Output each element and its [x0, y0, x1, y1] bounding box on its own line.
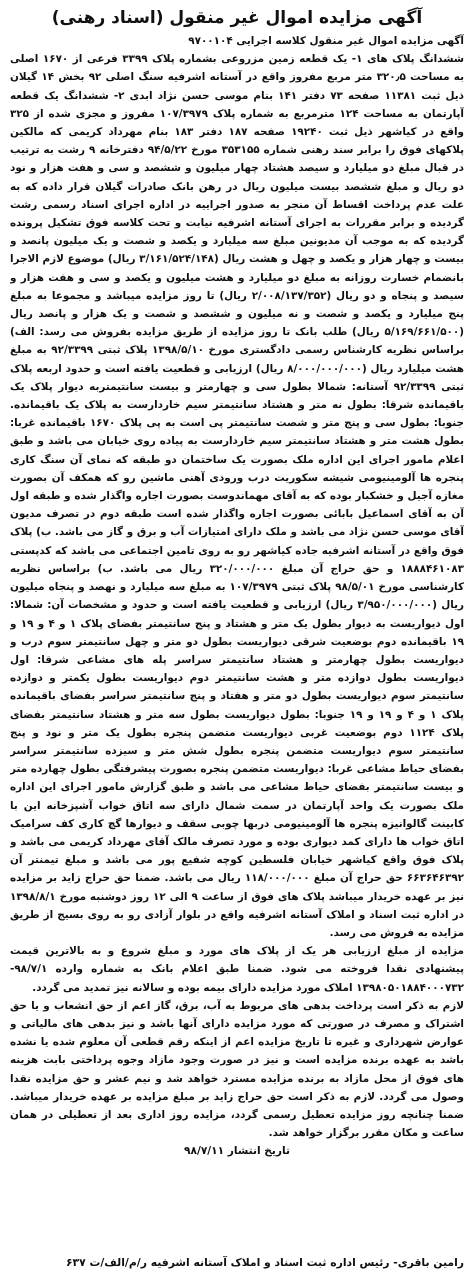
signature-line: رامین باقری- رئیس اداره ثبت اسناد و املاک آستانه اشرفیه ر/م/الف/ت ۶۳۷	[65, 1256, 464, 1269]
notice-body	[10, 32, 464, 1252]
notice-subtitle: آگهی مزایده اموال غیر منقول کلاسه اجرایی ۹۷۰۰۱۰۴	[188, 35, 464, 47]
notice-paragraph-1: ششدانگ پلاک های ۱- یک قطعه زمین مزروعی بشماره پلاک ۳۳۹۹ فرعی از ۱۶۷۰ اصلی به مساحت ۳۲۰٫۵ متر مربع مفروز واقع در آستانه اشرفیه سنگ اصلی ۹۲ بخش ۱۴ گیلان ذیل ثبت ۱۱۳۸۱ صفحه ۷۳ دفتر ۱۴۱ بنام موسی حسن نژاد ابدی ۲- ششدانگ یک قطعه آپارتمان به مساحت ۱۲۴ مترمربع به شماره پلاک ۱۰۷/۳۹۷۹ مفروز و مجزی شده از ۳۲۵ واقع در کیاشهر ذیل ثبت ۱۹۲۴۰ صفحه ۱۸۷ دفتر ۱۸۳ بنام مهرداد کریمی که مالکین پلاکهای فوق را برابر سند رهنی شماره ۳۵۳۱۵۵ مورخ ۹۴/۵/۲۲ دفترخانه ۹ رشت به ترتیب در قبال مبلغ دو میلیارد و سیصد هشتاد چهار میلیون و ششصد و سی و هفت هزار و نود دو ریال و مبلغ ششصد بیست میلیون ریال در رهن بانک صادرات گیلان قرار داده که به علت عدم پرداخت اقساط آن منجر به صدور اجراییه در اداره اجرای اسناد رسمی رشت گردیده و برابر مقررات به اجرای آستانه اشرفیه نیابت و تحت کلاسه فوق تشکیل پرونده گردیده که به موجب آن مدیونین مبلغ سه میلیارد و یکصد و شصت و یک میلیون پانصد و بیست و چهار هزار و یکصد و چهل و هشت ریال (۳/۱۶۱/۵۲۴/۱۴۸ ریال) موضوع لازم الاجرا بانضمام خسارت روزانه به مبلغ دو میلیارد و هشت میلیون و یکصد و سی و هفت هزار و سیصد و پنجاه و دو ریال (۲/۰۰۸/۱۳۷/۳۵۲ ریال) تا روز مزایده میباشد و مجموعا به مبلغ پنج میلیارد و یکصد و شصت و نه میلیون و ششصد و شصت و یک هزار و پانصد ریال (۵/۱۶۹/۶۶۱/۵۰۰ ریال) طلب بانک تا روز مزایده از طریق مزایده بفروش می رسد: الف) براساس نظریه کارشناس رسمی دادگستری مورخ ۱۳۹۸/۵/۱۰ پلاک ثبتی ۹۲/۳۳۹۹ به مبلغ هشت میلیارد ریال (۸/۰۰۰/۰۰۰/۰۰۰ ریال) ارزیابی و قطعیت یافته است و حدود اربعه پلاک ثبتی ۹۲/۳۳۹۹ آستانه: شمالا بطول سی و چهارمتر و بیست سانتیمتربه دیوار پلاک یک باقیمانده شرقا: بطول نه متر و هشتاد سانتیمتر سیم خاردارست به پلاک یک باقیمانده. جنوبا: بطول سی و پنج متر و شصت سانتیمتر پی است به پی پلاک ۱۶۷۰ باقیمانده غربا: بطول هشت متر و هشتاد سانتیمتر سیم خاردارست به پیاده روی خیابان می باشد و طبق اعلام مامور اجرای این اداره ملک بصورت یک ساختمان دو طبقه که نمای آن سنگ کاری پنجره ها آلومینیومی شیشه سکوریت درب ورودی آهنی ماشین رو که همکف آن بصورت مغازه آجیل و خشکبار بوده که به آقای مهماندوست بصورت اجاره واگذار شده و طبقه اول آن به آقای اسماعیل بابائی بصورت اجاره واگذار شده است طبقه دوم در تصرف مدیون آقای موسی حسن نژاد می باشد و ملک دارای امتیازات آب و برق و گاز می باشد. ب) پلاک فوق واقع در آستانه اشرفیه جاده کیاشهر رو به روی تامین اجتماعی می باشد که کدپستی ۱۸۸۸۴۶۱۰۸۳ و حق حراج آن مبلغ ۳۲۰/۰۰۰/۰۰۰ ریال می باشد. ب) براساس نظریه کارشناسی مورخ ۹۸/۵/۰۱ پلاک ثبتی ۱۰۷/۳۹۷۹ به مبلغ سه میلیارد و نهصد و پنجاه میلیون ریال (۳/۹۵۰/۰۰۰/۰۰۰ ریال) ارزیابی و قطعیت یافته است و حدود و مشخصات آن: شمالا: اول دیواریست به دیوار بطول یک متر و هشتاد و پنج سانتیمتر بفضای پلاک ۱ و ۴ و ۱۹ و ۱۹ باقیمانده دوم بوضعیت شرقی دیواریست بطول دو متر و چهل سانتیمتر سوم درب و دیواریست بطول چهارمتر و هشتاد سانتیمتر سراسر پله های مشاعی شرقا: اول دیواریست بطول دوازده متر و هشت سانتیمتر دوم دیواریست بطول یکمتر و دوازده سانتیمتر سوم دیواریست بطول دو متر و هفتاد و پنج سانتیمتر سراسر بفضای باقیمانده پلاک ۱ و ۴ و ۱۹ و ۱۹ جنوبا: بطول دیواریست بطول سه متر و هشتاد سانتیمتر بفضای پلاک ۱۱۲۴ دوم بوضعیت غربی دیواریست متضمن پنجره بطول یک متر و نود و پنج سانتیمتر سوم دیواریست متضمن پنجره بطول شش متر و سیزده سانتیمتر سراسر بفضای حیاط مشاعی غربا: دیواریست متضمن پنجره بصورت پیشرفتگی بطول چهارده متر و بیست سانتیمتر بفضای حیاط مشاعی می باشد و طبق گزارش مامور اجرای این اداره ملک بصورت یک واحد آپارتمان در سمت شمال دارای سه اتاق خواب آشپزخانه این با کابینت گالوانیزه پنجره ها آلومینیومی دربها چوبی سقف و دیوارها گچ کاری کف سرامیک اتاق خواب ها دارای کمد دیواری بوده و مورد تصرف مالک آقای مهرداد کریمی می باشد و پلاک فوق واقع کیاشهر خیابان فلسطین کوچه شفیع پور می باشد و مبلغ تیمنتر آن ۶۶۳۶۴۶۳۹۲ حق حراج آن مبلغ ۱۱۸/۰۰۰/۰۰۰ ریال می باشد. ضمنا حق حراج زاید بر مزایده نیز بر عهده خریدار میباشد پلاک های فوق از ساعت ۹ الی ۱۲ روز دوشنبه مورخ ۱۳۹۸/۸/۱ در اداره ثبت اسناد و املاک آستانه اشرفیه واقع در بلوار آزادی رو به روی بسیج از طریق مزایده به فروش می رسد.	[10, 53, 464, 939]
notice-paragraph-3: لازم به ذکر است پرداخت بدهی های مربوط به آب، برق، گاز اعم از حق انشعاب و یا حق اشتراک و مصرف در صورتی که مورد مزایده دارای آنها باشد و نیز بدهی های مالیاتی و عوارض شهرداری و غیره تا تاریخ مزایده اعم از اینکه رقم قطعی آن معلوم شده یا نشده باشد به عهده برنده مزایده است و نیز در صورت وجود مازاد وجوه پرداختی بابت هزینه های فوق از محل مازاد به برنده مزایده مسترد خواهد شد و نیم عشر و حق مزایده نقدا وصول می گردد. لازم به ذکر است حق حراج زاید بر مبلغ مزایده بر عهده خریدار میباشد. ضمنا چنانچه روز مزایده تعطیل رسمی گردد، مزایده روز اداری بعد از تعطیلی در همان ساعت و مکان مقرر برگزار خواهد شد.	[10, 999, 464, 1140]
notice-title: آگهی مزایده اموال غیر منقول (اسناد رهنی)	[51, 8, 423, 28]
publish-date: تاریخ انتشار ۹۸/۷/۱۱	[184, 1145, 290, 1158]
notice-paragraph-2: مزایده از مبلغ ارزیابی هر یک از پلاک های مورد و مبلغ شروع و به بالاترین قیمت پیشنهادی نقدا فروخته می شود. ضمنا طبق اعلام بانک به شماره وارده ۹۸/۷/۱- ۱۳۹۸۰۵۰۱۸۸۴۰۰۰۷۳۲ املاک مورد مزایده دارای بیمه بوده و سالانه نیز تمدید می گردد.	[10, 945, 464, 994]
